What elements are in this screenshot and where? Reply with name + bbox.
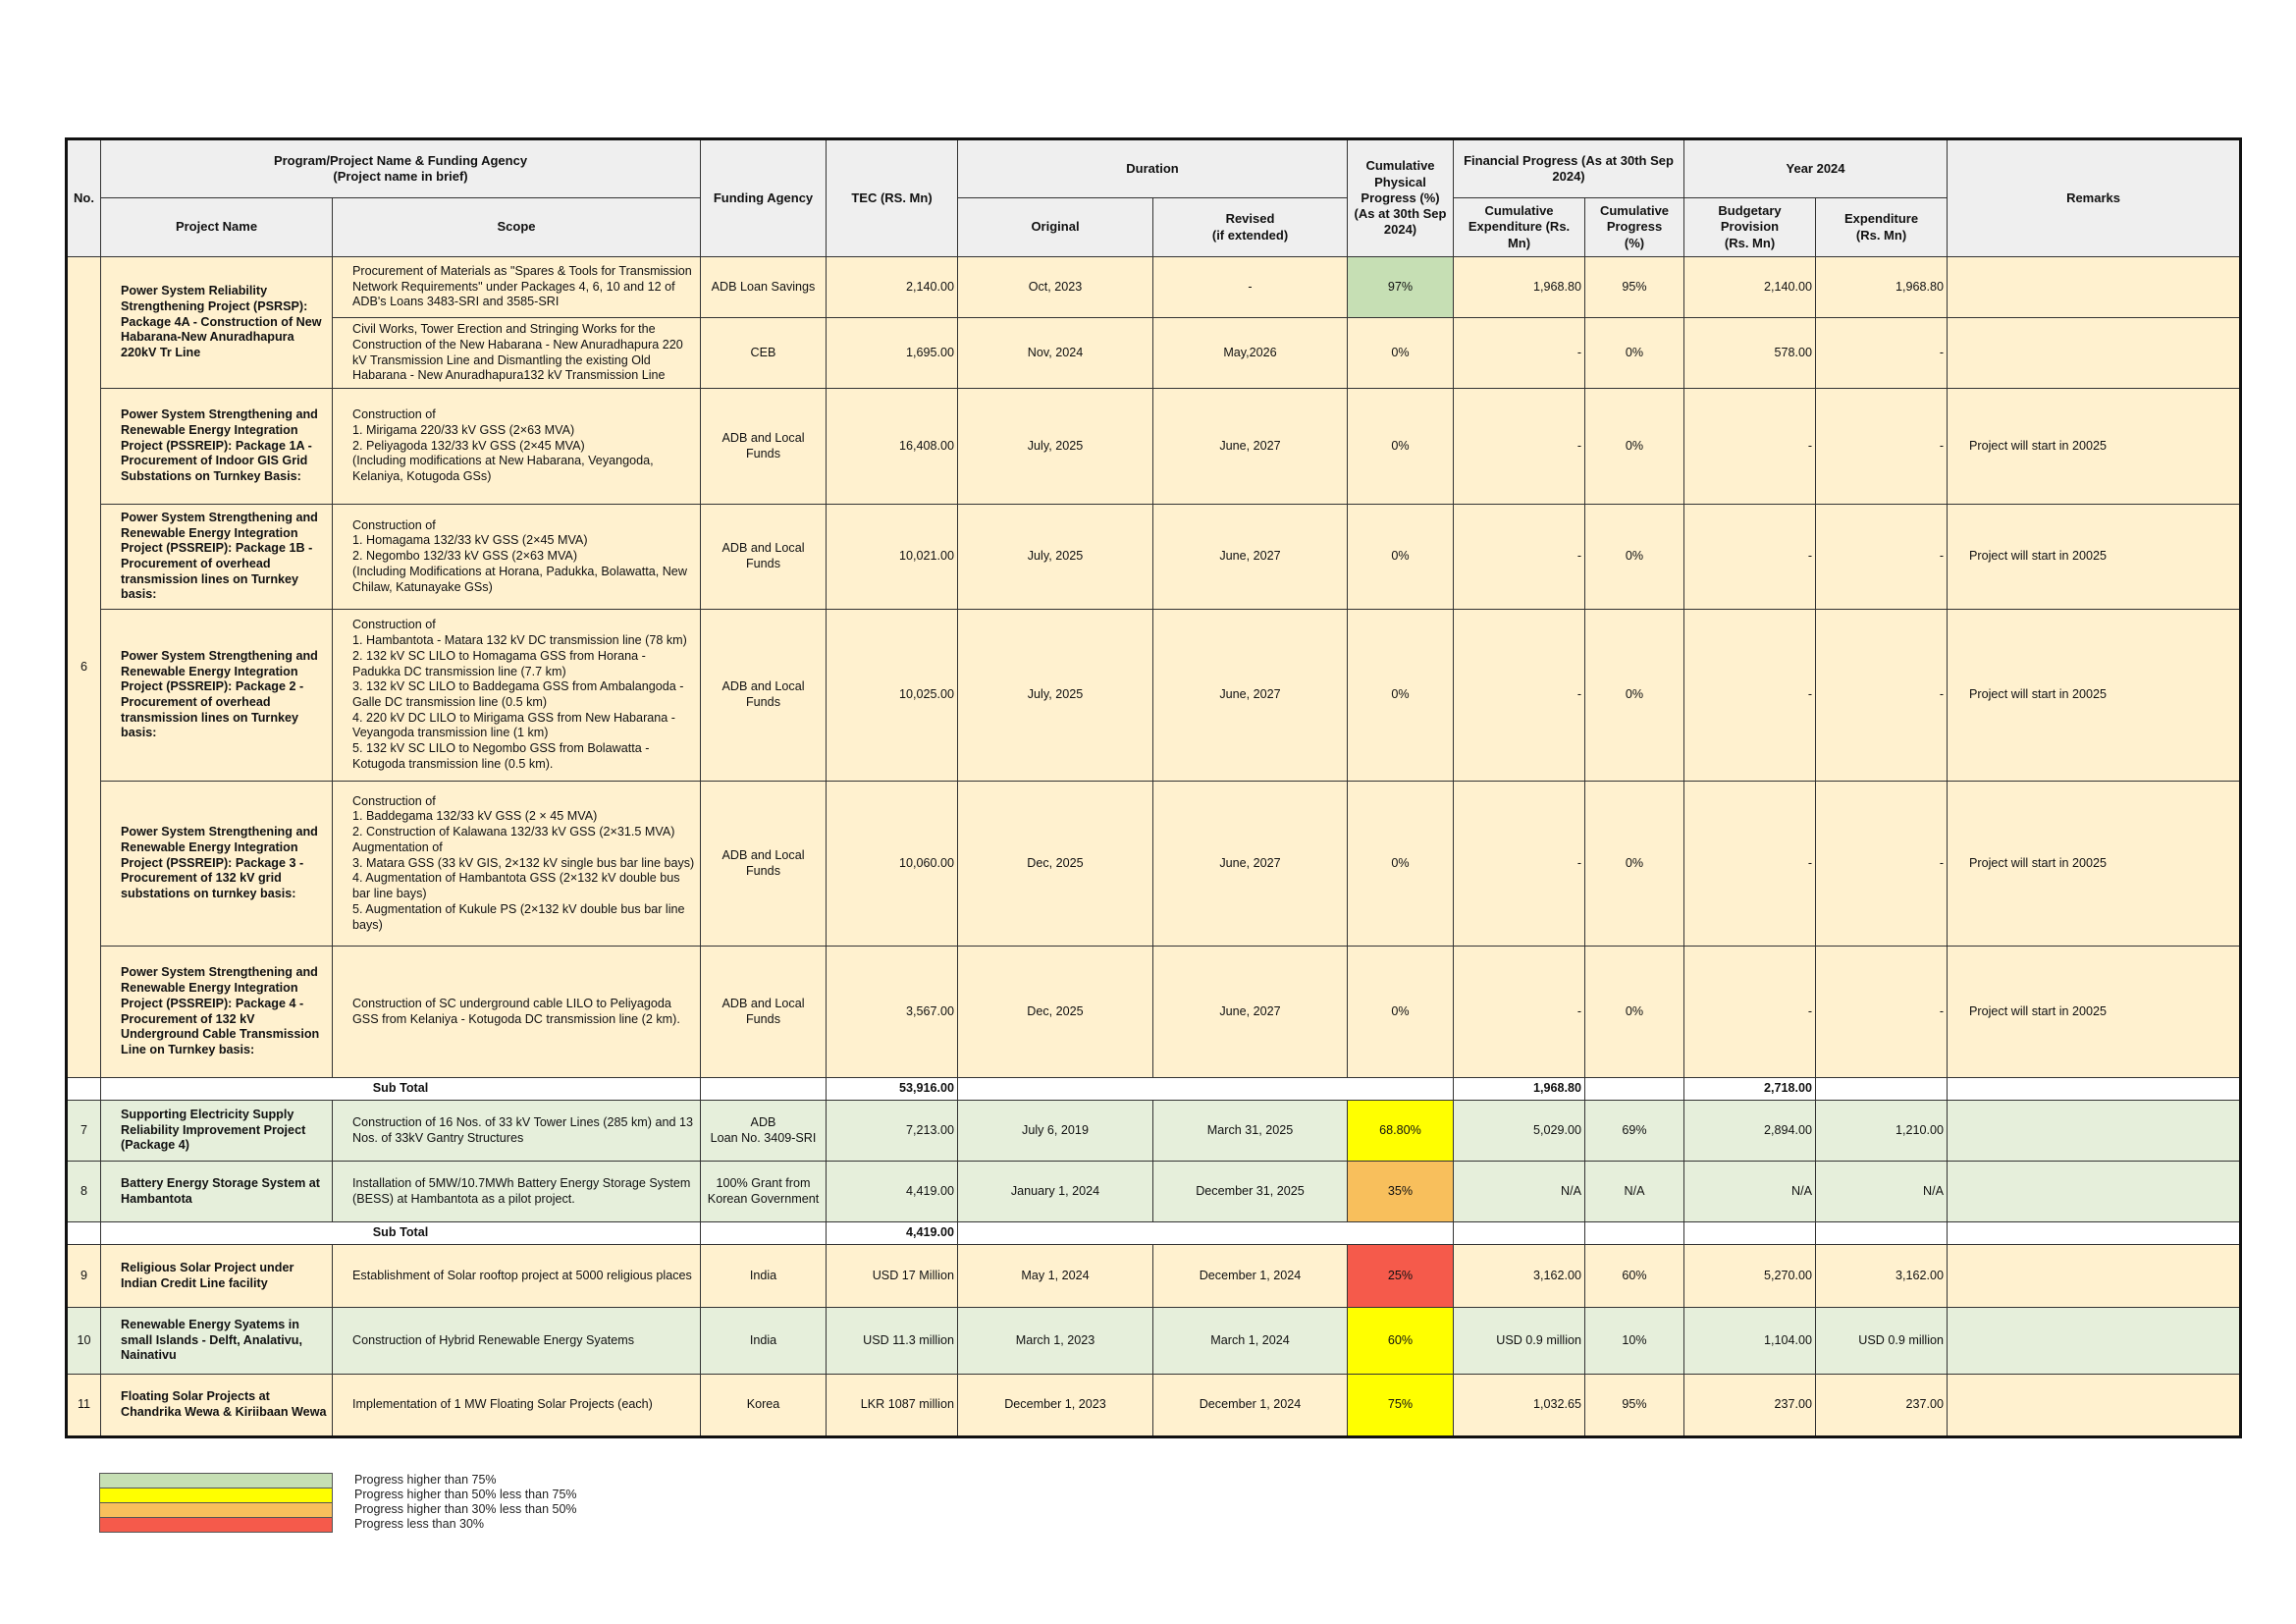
project-scope: Installation of 5MW/10.7MWh Battery Energy Storage System (BESS) at Hambantota as a pilot project. [333, 1162, 701, 1222]
legend-swatch-yellow [99, 1488, 333, 1503]
project-name: Supporting Electricity Supply Reliability Improvement Project (Package 4) [101, 1101, 333, 1162]
cumulative-progress: 0% [1585, 947, 1684, 1078]
legend-swatch-green [99, 1473, 333, 1489]
table-row [67, 1308, 2241, 1375]
physical-progress: 0% [1348, 610, 1454, 782]
project-scope: Construction of 1. Baddegama 132/33 kV GSS (2 × 45 MVA) 2. Construction of Kalawana 132/33 kV GSS (2×31.5 MVA) Augmentation of 3. Matara GSS (33 kV GIS, 2×132 kV single bus bar line bays) 4. Augmentation of Hambantota GSS (2×132 kV double bus bar line bays) 5. Augmentation of Kukule PS (2×132 kV double bus bar line bays) [333, 782, 701, 947]
funding-agency: ADB Loan Savings [701, 257, 827, 318]
cumulative-expenditure: 1,968.80 [1454, 257, 1585, 318]
tec-value: USD 11.3 million [827, 1308, 958, 1375]
physical-progress: 68.80% [1348, 1101, 1454, 1162]
legend-label-orange: Progress higher than 30% less than 50% [354, 1502, 577, 1516]
subtotal-empty [1585, 1222, 1684, 1245]
header-program-subtitle: (Project name in brief) [333, 169, 468, 184]
header-budgetary-provision [1684, 198, 1816, 257]
cumulative-progress: 0% [1585, 610, 1684, 782]
subtotal-empty [1585, 1078, 1684, 1101]
original-date: July, 2025 [958, 505, 1153, 610]
header-scope: Scope [333, 198, 701, 257]
header-expenditure-unit: (Rs. Mn) [1855, 227, 1907, 243]
original-date: January 1, 2024 [958, 1162, 1153, 1222]
table-row [67, 318, 2241, 389]
legend-label-red: Progress less than 30% [354, 1517, 485, 1531]
cumulative-expenditure: 3,162.00 [1454, 1245, 1585, 1308]
project-scope: Construction of Hybrid Renewable Energy Syatems [333, 1308, 701, 1375]
subtotal-empty [67, 1078, 101, 1101]
cumulative-expenditure: 1,032.65 [1454, 1375, 1585, 1437]
table-row [67, 505, 2241, 610]
project-scope: Construction of 1. Homagama 132/33 kV GSS (2×45 MVA) 2. Negombo 132/33 kV GSS (2×63 MVA) (Including Modifications at Horana, Padukka, Bolawatta, New Chilaw, Katunayake GSs) [333, 505, 701, 610]
cumulative-progress: N/A [1585, 1162, 1684, 1222]
project-scope: Implementation of 1 MW Floating Solar Projects (each) [333, 1375, 701, 1437]
funding-agency: ADB and Local Funds [701, 505, 827, 610]
cumulative-expenditure: - [1454, 505, 1585, 610]
legend-swatch-orange [99, 1502, 333, 1518]
revised-date: June, 2027 [1153, 389, 1348, 505]
table-row [67, 1245, 2241, 1308]
physical-progress: 35% [1348, 1162, 1454, 1222]
tec-value: 10,060.00 [827, 782, 958, 947]
project-name: Power System Strengthening and Renewable Energy Integration Project (PSSREIP): Package 4 - Procurement of 132 kV Underground Cable Transmission Line on Turnkey basis: [101, 947, 333, 1078]
table-row [67, 389, 2241, 505]
revised-date: June, 2027 [1153, 610, 1348, 782]
header-year: Year 2024 [1684, 139, 1948, 198]
budgetary-provision: - [1684, 782, 1816, 947]
revised-date: - [1153, 257, 1348, 318]
legend-swatch-red [99, 1517, 333, 1533]
header-cum-progress-unit: (%) [1624, 235, 1645, 250]
physical-progress: 25% [1348, 1245, 1454, 1308]
project-name: Power System Strengthening and Renewable Energy Integration Project (PSSREIP): Package 2 - Procurement of overhead transmission lines on Turnkey basis: [101, 610, 333, 782]
project-name: Power System Strengthening and Renewable Energy Integration Project (PSSREIP): Package 1B - Procurement of overhead transmission lines on Turnkey basis: [101, 505, 333, 610]
project-scope: Construction of 16 Nos. of 33 kV Tower Lines (285 km) and 13 Nos. of 33kV Gantry Structures [333, 1101, 701, 1162]
subtotal-empty [1816, 1078, 1948, 1101]
budgetary-provision: - [1684, 389, 1816, 505]
expenditure: 1,210.00 [1816, 1101, 1948, 1162]
physical-progress: 0% [1348, 389, 1454, 505]
funding-agency: ADB and Local Funds [701, 610, 827, 782]
cumulative-progress: 95% [1585, 1375, 1684, 1437]
tec-value: 7,213.00 [827, 1101, 958, 1162]
project-scope: Construction of 1. Hambantota - Matara 132 kV DC transmission line (78 km) 2. 132 kV SC LILO to Homagama GSS from Horana - Padukka DC transmission line (7.7 km) 3. 132 kV SC LILO to Baddegama GSS from Ambalangoda - Galle DC transmission line (0.5 km) 4. 220 kV DC LILO to Mirigama GSS from New Habarana - Veyangoda transmission line (1 km) 5. 132 kV SC LILO to Negombo GSS from Bolawatta - Kotugoda transmission line (0.5 km). [333, 610, 701, 782]
project-scope: Construction of SC underground cable LILO to Peliyagoda GSS from Kelaniya - Kotugoda DC transmission line (2 km). [333, 947, 701, 1078]
expenditure: - [1816, 947, 1948, 1078]
cumulative-expenditure: - [1454, 389, 1585, 505]
original-date: March 1, 2023 [958, 1308, 1153, 1375]
header-budget-unit: (Rs. Mn) [1724, 235, 1776, 250]
cumulative-expenditure: - [1454, 947, 1585, 1078]
physical-progress: 75% [1348, 1375, 1454, 1437]
cumulative-expenditure: - [1454, 610, 1585, 782]
header-project-name: Project Name [101, 198, 333, 257]
header-financial-progress: Financial Progress (As at 30th Sep 2024) [1454, 139, 1684, 198]
header-original: Original [958, 198, 1153, 257]
remarks: Project will start in 20025 [1948, 782, 2241, 947]
subtotal-empty [1684, 1222, 1816, 1245]
header-tec: TEC (RS. Mn) [827, 139, 958, 257]
funding-agency: Korea [701, 1375, 827, 1437]
row-number: 9 [67, 1245, 101, 1308]
table-row [67, 610, 2241, 782]
subtotal-cumulative-expenditure: 1,968.80 [1454, 1078, 1585, 1101]
expenditure: USD 0.9 million [1816, 1308, 1948, 1375]
remarks [1948, 1162, 2241, 1222]
row-number: 6 [67, 257, 101, 1078]
header-physical-subtitle: (As at 30th Sep 2024) [1354, 206, 1447, 238]
project-name: Power System Reliability Strengthening Project (PSRSP): Package 4A - Construction of New Habarana-New Anuradhapura 220kV Tr Line [101, 257, 333, 389]
tec-value: 2,140.00 [827, 257, 958, 318]
cumulative-expenditure: USD 0.9 million [1454, 1308, 1585, 1375]
cumulative-progress: 0% [1585, 318, 1684, 389]
tec-value: LKR 1087 million [827, 1375, 958, 1437]
budgetary-provision: 2,140.00 [1684, 257, 1816, 318]
remarks [1948, 1308, 2241, 1375]
original-date: Oct, 2023 [958, 257, 1153, 318]
revised-date: December 1, 2024 [1153, 1245, 1348, 1308]
header-cumulative-expenditure: Cumulative Expenditure (Rs. Mn) [1454, 198, 1585, 257]
subtotal-empty [67, 1222, 101, 1245]
legend-label-yellow: Progress higher than 50% less than 75% [354, 1488, 577, 1501]
physical-progress: 0% [1348, 947, 1454, 1078]
physical-progress: 97% [1348, 257, 1454, 318]
funding-agency: CEB [701, 318, 827, 389]
original-date: May 1, 2024 [958, 1245, 1153, 1308]
budgetary-provision: 2,894.00 [1684, 1101, 1816, 1162]
project-scope: Civil Works, Tower Erection and Stringing Works for the Construction of the New Habarana - New Anuradhapura 220 kV Transmission Line and Dismantling the existing Old Habarana - New Anuradhapura132 kV Transmission Line [333, 318, 701, 389]
budgetary-provision: N/A [1684, 1162, 1816, 1222]
remarks: Project will start in 20025 [1948, 389, 2241, 505]
tec-value: 4,419.00 [827, 1162, 958, 1222]
project-name: Floating Solar Projects at Chandrika Wewa & Kiriibaan Wewa [101, 1375, 333, 1437]
revised-date: May,2026 [1153, 318, 1348, 389]
table-row [67, 1101, 2241, 1162]
budgetary-provision: 578.00 [1684, 318, 1816, 389]
tec-value: 10,025.00 [827, 610, 958, 782]
revised-date: June, 2027 [1153, 947, 1348, 1078]
row-number: 7 [67, 1101, 101, 1162]
legend-label-green: Progress higher than 75% [354, 1473, 497, 1487]
physical-progress: 60% [1348, 1308, 1454, 1375]
expenditure: - [1816, 610, 1948, 782]
remarks: Project will start in 20025 [1948, 505, 2241, 610]
subtotal-empty [701, 1078, 827, 1101]
remarks [1948, 1245, 2241, 1308]
header-cum-progress-title: Cumulative Progress [1599, 203, 1670, 235]
project-progress-table [65, 137, 2242, 1438]
subtotal-empty [1948, 1222, 2241, 1245]
expenditure: 237.00 [1816, 1375, 1948, 1437]
header-budget-title: Budgetary Provision [1718, 203, 1782, 235]
subtotal-empty [1454, 1222, 1585, 1245]
subtotal-tec: 4,419.00 [827, 1222, 958, 1245]
original-date: July, 2025 [958, 389, 1153, 505]
remarks [1948, 1375, 2241, 1437]
subtotal-tec: 53,916.00 [827, 1078, 958, 1101]
budgetary-provision: 5,270.00 [1684, 1245, 1816, 1308]
remarks: Project will start in 20025 [1948, 947, 2241, 1078]
project-name: Power System Strengthening and Renewable Energy Integration Project (PSSREIP): Package 3 - Procurement of 132 kV grid substations on turnkey basis: [101, 782, 333, 947]
budgetary-provision: - [1684, 505, 1816, 610]
revised-date: December 31, 2025 [1153, 1162, 1348, 1222]
tec-value: 3,567.00 [827, 947, 958, 1078]
original-date: Dec, 2025 [958, 947, 1153, 1078]
funding-agency: 100% Grant from Korean Government [701, 1162, 827, 1222]
expenditure: - [1816, 505, 1948, 610]
project-name: Renewable Energy Syatems in small Islands - Delft, Analativu, Nainativu [101, 1308, 333, 1375]
cumulative-progress: 10% [1585, 1308, 1684, 1375]
funding-agency: India [701, 1245, 827, 1308]
revised-date: December 1, 2024 [1153, 1375, 1348, 1437]
project-scope: Establishment of Solar rooftop project at 5000 religious places [333, 1245, 701, 1308]
project-name: Battery Energy Storage System at Hambantota [101, 1162, 333, 1222]
tec-value: 10,021.00 [827, 505, 958, 610]
cumulative-expenditure: N/A [1454, 1162, 1585, 1222]
physical-progress: 0% [1348, 318, 1454, 389]
subtotal-label: Sub Total [101, 1222, 701, 1245]
cumulative-progress: 0% [1585, 505, 1684, 610]
project-name: Power System Strengthening and Renewable Energy Integration Project (PSSREIP): Package 1A - Procurement of Indoor GIS Grid Substations on Turnkey Basis: [101, 389, 333, 505]
header-expenditure-title: Expenditure [1843, 211, 1919, 227]
header-revised-subtitle: (if extended) [1211, 227, 1289, 243]
cumulative-progress: 0% [1585, 782, 1684, 947]
cumulative-progress: 60% [1585, 1245, 1684, 1308]
budgetary-provision: 237.00 [1684, 1375, 1816, 1437]
subtotal-empty [958, 1078, 1454, 1101]
project-scope: Procurement of Materials as "Spares & Tools for Transmission Network Requirements" under Packages 4, 6, 10 and 12 of ADB's Loans 3483-SRI and 3585-SRI [333, 257, 701, 318]
header-remarks: Remarks [1948, 139, 2241, 257]
expenditure: - [1816, 389, 1948, 505]
original-date: July, 2025 [958, 610, 1153, 782]
revised-date: March 31, 2025 [1153, 1101, 1348, 1162]
header-duration: Duration [958, 139, 1348, 198]
subtotal-row [67, 1078, 2241, 1101]
budgetary-provision: - [1684, 610, 1816, 782]
expenditure: 1,968.80 [1816, 257, 1948, 318]
budgetary-provision: 1,104.00 [1684, 1308, 1816, 1375]
header-expenditure [1816, 198, 1948, 257]
revised-date: March 1, 2024 [1153, 1308, 1348, 1375]
tec-value: USD 17 Million [827, 1245, 958, 1308]
header-program [101, 139, 701, 198]
subtotal-label: Sub Total [101, 1078, 701, 1101]
physical-progress: 0% [1348, 782, 1454, 947]
header-funding-agency: Funding Agency [701, 139, 827, 257]
expenditure: N/A [1816, 1162, 1948, 1222]
subtotal-row [67, 1222, 2241, 1245]
table-row [67, 257, 2241, 318]
original-date: July 6, 2019 [958, 1101, 1153, 1162]
original-date: Dec, 2025 [958, 782, 1153, 947]
revised-date: June, 2027 [1153, 505, 1348, 610]
table-row [67, 1162, 2241, 1222]
header-physical-progress [1348, 139, 1454, 257]
project-name: Religious Solar Project under Indian Credit Line facility [101, 1245, 333, 1308]
expenditure: 3,162.00 [1816, 1245, 1948, 1308]
funding-agency: India [701, 1308, 827, 1375]
remarks [1948, 257, 2241, 318]
remarks [1948, 318, 2241, 389]
header-revised-title: Revised [1225, 211, 1275, 227]
cumulative-progress: 0% [1585, 389, 1684, 505]
remarks [1948, 1101, 2241, 1162]
expenditure: - [1816, 318, 1948, 389]
row-number: 8 [67, 1162, 101, 1222]
header-program-title: Program/Project Name & Funding Agency [273, 152, 528, 168]
cumulative-expenditure: 5,029.00 [1454, 1101, 1585, 1162]
cumulative-progress: 69% [1585, 1101, 1684, 1162]
funding-agency: ADB Loan No. 3409-SRI [701, 1101, 827, 1162]
funding-agency: ADB and Local Funds [701, 947, 827, 1078]
table-row [67, 782, 2241, 947]
funding-agency: ADB and Local Funds [701, 389, 827, 505]
project-scope: Construction of 1. Mirigama 220/33 kV GSS (2×63 MVA) 2. Peliyagoda 132/33 kV GSS (2×45 MVA) (Including modifications at New Habarana, Veyangoda, Kelaniya, Kotugoda GSs) [333, 389, 701, 505]
remarks: Project will start in 20025 [1948, 610, 2241, 782]
expenditure: - [1816, 782, 1948, 947]
row-number: 10 [67, 1308, 101, 1375]
header-no: No. [67, 139, 101, 257]
original-date: Nov, 2024 [958, 318, 1153, 389]
table-row [67, 947, 2241, 1078]
revised-date: June, 2027 [1153, 782, 1348, 947]
budgetary-provision: - [1684, 947, 1816, 1078]
tec-value: 16,408.00 [827, 389, 958, 505]
cumulative-expenditure: - [1454, 318, 1585, 389]
subtotal-empty [1816, 1222, 1948, 1245]
original-date: December 1, 2023 [958, 1375, 1153, 1437]
header-physical-title: Cumulative Physical Progress (%) [1361, 158, 1440, 205]
cumulative-progress: 95% [1585, 257, 1684, 318]
funding-agency: ADB and Local Funds [701, 782, 827, 947]
tec-value: 1,695.00 [827, 318, 958, 389]
header-revised [1153, 198, 1348, 257]
subtotal-empty [701, 1222, 827, 1245]
physical-progress: 0% [1348, 505, 1454, 610]
cumulative-expenditure: - [1454, 782, 1585, 947]
table-row [67, 1375, 2241, 1437]
header-cumulative-progress [1585, 198, 1684, 257]
subtotal-empty [1948, 1078, 2241, 1101]
row-number: 11 [67, 1375, 101, 1437]
subtotal-budget: 2,718.00 [1684, 1078, 1816, 1101]
subtotal-empty [958, 1222, 1454, 1245]
